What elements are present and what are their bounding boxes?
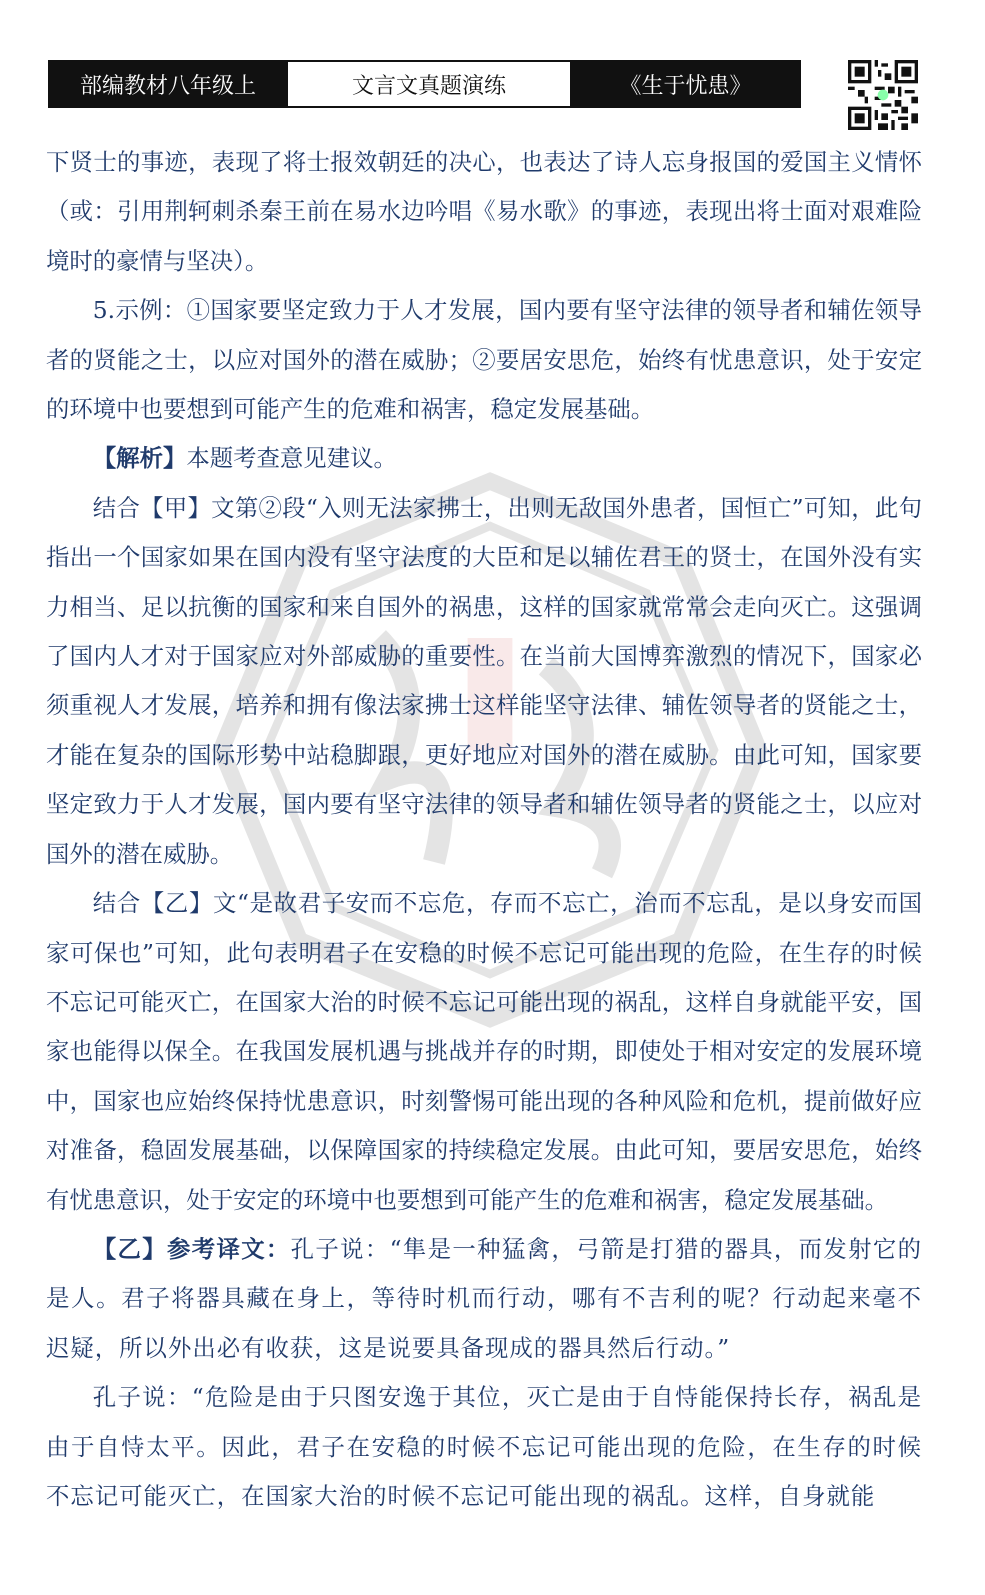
translation-1 (46, 1225, 922, 1373)
analysis-text: 本题考查意见建议。 (186, 444, 397, 473)
analysis-tag: 【解析】 (92, 444, 187, 473)
translation-2: 孔子说：“危险是由于只图安逸于其位，灭亡是由于自恃能保持长存，祸乱是由于自恃太平。因此，君子在安稳的时候不忘记可能出现的危险，在生存的时候不忘记可能灭亡，在国家大治的时候不忘记可能出现的祸乱。这样，自身就能 (46, 1383, 922, 1510)
translation-tag: 【乙】参考译文： (92, 1234, 291, 1263)
qr-code-icon (848, 60, 918, 130)
answer-continuation: 下贤士的事迹，表现了将士报效朝廷的决心，也表达了诗人忘身报国的爱国主义情怀（或：引用荆轲刺杀秦王前在易水边吟唱《易水歌》的事迹，表现出将士面对艰难险境时的豪情与坚决）。 (46, 148, 922, 275)
header-bar (48, 60, 801, 108)
analysis-line (46, 434, 922, 483)
header-title: 《生于忧患》 (572, 62, 799, 106)
translation-1-text: 孔子说：“隼是一种猛禽，弓箭是打猎的器具，而发射它的是人。君子将器具藏在身上，等待时机而行动，哪有不吉利的呢？行动起来毫不迟疑，所以外出必有收获，这是说要具备现成的器具然后行动。” (46, 1234, 922, 1362)
analysis-yi: 结合【乙】文“是故君子安而不忘危，存而不忘亡，治而不忘乱，是以身安而国家可保也”可知，此句表明君子在安稳的时候不忘记可能出现的危险，在生存的时候不忘记可能灭亡，在国家大治的时候不忘记可能出现的祸乱，这样自身就能平安，国家也能得以保全。在我国发展机遇与挑战并存的时期，即使处于相对安定的发展环境中，国家也应始终保持忧患意识，时刻警惕可能出现的各种风险和危机，提前做好应对准备，稳固发展基础，以保障国家的持续稳定发展。由此可知，要居安思危，始终有忧患意识，处于安定的环境中也要想到可能产生的危难和祸害，稳定发展基础。 (46, 889, 922, 1214)
answer-5: 5.示例：①国家要坚定致力于人才发展，国内要有坚守法律的领导者和辅佐领导者的贤能之士，以应对国外的潜在威胁；②要居安思危，始终有忧患意识，处于安定的环境中也要想到可能产生的危难和祸害，稳定发展基础。 (46, 296, 922, 424)
header-section: 文言文真题演练 (286, 62, 572, 106)
document-body (46, 138, 922, 1521)
header-grade: 部编教材八年级上 (50, 62, 286, 106)
analysis-jia: 结合【甲】文第②段“入则无法家拂士，出则无敌国外患者，国恒亡”可知，此句指出一个国家如果在国内没有坚守法度的大臣和足以辅佐君王的贤士，在国外没有实力相当、足以抗衡的国家和来自国外的祸患，这样的国家就常常会走向灭亡。这强调了国内人才对于国家应对外部威胁的重要性。在当前大国博弈激烈的情况下，国家必须重视人才发展，培养和拥有像法家拂士这样能坚守法律、辅佐领导者的贤能之士，才能在复杂的国际形势中站稳脚跟，更好地应对国外的潜在威胁。由此可知，国家要坚定致力于人才发展，国内要有坚守法律的领导者和辅佐领导者的贤能之士，以应对国外的潜在威胁。 (46, 493, 922, 868)
